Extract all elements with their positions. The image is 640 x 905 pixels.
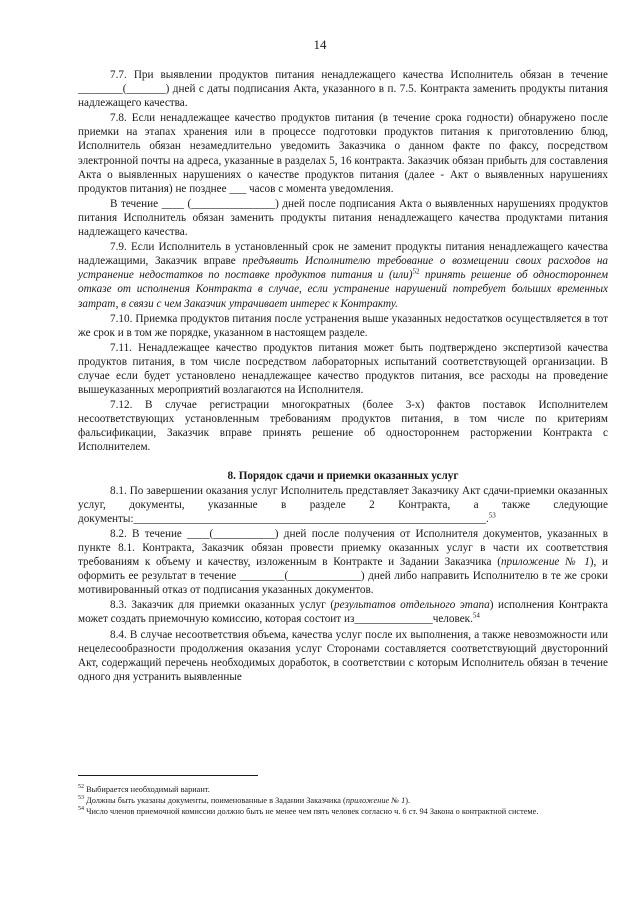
footnote-53 xyxy=(78,795,608,806)
paragraph-8-2-text-a: 8.2. В течение ____(___________) дней после получения от Исполнителя документов, указанных в пункте 8.1. Контракта, Заказчик обязан провести приемку оказанных услуг в части их соответствия требованиям к объему и качеству, изложенным в Контракте и Задании Заказчика ( xyxy=(78,527,608,569)
paragraph-7-9-italic-1: предъявить Исполнителю требование о возмещении своих расходов на устранение недостатков по поставке продуктов питания и (или) xyxy=(78,255,608,282)
footnote-ref-53: 53 xyxy=(488,511,496,520)
paragraph-8-4: 8.4. В случае несоответствия объема, качества услуг после их выполнения, а также невозможности или нецелесообразности продолжения оказания услуг Сторонами составляется соответствующий двусторонний Акт, содержащий перечень необходимых доработок, в соответствии с которым Исполнитель обязан в течение одного дня устранить выявленные xyxy=(78,628,608,683)
paragraph-8-3-italic: результатов отдельного этапа xyxy=(334,599,490,612)
paragraph-8-1 xyxy=(78,484,608,526)
footnote-52 xyxy=(78,784,608,795)
footnote-separator xyxy=(78,775,258,776)
paragraph-8-1-text: 8.1. По завершении оказания услуг Исполнитель представляет Заказчику Акт сдачи-приемки оказанных услуг, документы, указанные в разделе 2 Контракта, а также следующие документы:_______________________________________________________________. xyxy=(78,484,608,525)
footnotes xyxy=(78,784,608,817)
document-body xyxy=(78,68,608,684)
paragraph-7-7: 7.7. При выявлении продуктов питания ненадлежащего качества Исполнитель обязан в течение ________(_______) дней с даты подписания Акта, указанного в п. 7.5. Контракта заменить продукты питания надлежащего качества. xyxy=(78,69,608,110)
paragraph-7-9 xyxy=(78,240,608,310)
footnote-53-text-a: Должны быть указаны документы, поименованные в Задании Заказчика ( xyxy=(84,796,346,805)
footnote-53-text-b: ). xyxy=(405,796,411,805)
paragraph-7-11: 7.11. Ненадлежащее качество продуктов питания может быть подтверждено экспертизой качества продуктов питания, в том числе посредством лабораторных испытаний соответствующей организации. В случае если будет установлено ненадлежащее качество продуктов питания, все расходы на проведение вышеуказанных мероприятий возлагаются на Исполнителя. xyxy=(78,341,608,397)
paragraph-8-3-text-b: ) исполнения Контракта может создать приемочную комиссию, которая состоит из______________человек. xyxy=(78,599,608,626)
footnote-54 xyxy=(78,806,608,817)
footnote-53-italic: приложение № 1 xyxy=(345,796,406,805)
section-8-heading: 8. Порядок сдачи и приемки оказанных услуг xyxy=(227,469,459,482)
paragraph-7-8: 7.8. Если ненадлежащее качество продуктов питания (в течение срока годности) обнаружено после приемки на этапах хранения или в процессе подготовки продуктов питания к приготовлению блюд, Исполнитель обязан незамедлительно уведомить Заказчика о данном факте по факсу, посредством электронной почты на адреса, указанные в разделах 5, 16 контракта. Заказчик обязан прибыть для составления Акта о выявленных нарушениях о качестве продуктов питания (далее - Акт о выявленных нарушениях продуктов питания) не позднее ___ часов с момента уведомления. xyxy=(78,112,608,195)
paragraph-8-3-text-a: 8.3. Заказчик для приемки оказанных услуг ( xyxy=(110,599,335,612)
footnote-52-text: Выбирается необходимый вариант. xyxy=(84,785,210,794)
paragraph-8-3 xyxy=(78,598,608,626)
paragraph-7-9-italic-2: принять решение об одностороннем отказе от исполнения Контракта в случае, если устранение нарушений потребует больших временных затрат, в связи с чем Заказчик утрачивает интерес к Контракту. xyxy=(78,269,609,310)
footnote-ref-54: 54 xyxy=(472,611,480,620)
footnote-53-number: 53 xyxy=(78,795,84,802)
paragraph-8-2-italic: приложение № 1 xyxy=(500,556,590,569)
paragraph-7-10: 7.10. Приемка продуктов питания после устранения выше указанных недостатков осуществляется в тот же срок и в том же порядке, указанном в настоящем разделе. xyxy=(78,312,608,339)
paragraph-7-9-text: 7.9. Если Исполнитель в установленный срок не заменит продукты питания ненадлежащего качества надлежащими, Заказчик вправе xyxy=(78,241,608,268)
footnote-52-number: 52 xyxy=(78,784,84,791)
footnote-54-text: Число членов приемочной комиссии должно быть не менее чем пять человек согласно ч. 6 ст. 94 Закона о контрактной системе. xyxy=(84,807,539,816)
paragraph-7-12: 7.12. В случае регистрации многократных (более 3-х) фактов поставок Исполнителем несоответствующих установленным требованиям продуктов питания, в том числе по критериям фальсификации, Заказчик вправе принять решение об одностороннем расторжении Контракта с Исполнителем. xyxy=(78,399,608,454)
page-number: 14 xyxy=(313,37,327,52)
footnote-54-number: 54 xyxy=(78,806,84,813)
footnote-ref-52: 52 xyxy=(412,267,420,276)
paragraph-8-2 xyxy=(78,527,608,597)
paragraph-7-8-replacement: В течение ____ (_______________) дней после подписания Акта о выявленных нарушениях продуктов питания Исполнитель обязан заменить продукты питания ненадлежащего качества продуктами питания надлежащего качества. xyxy=(78,197,608,239)
paragraph-8-2-text-b: ), и оформить ее результат в течение ________(_____________) дней либо направить Исполнителю в те же сроки мотивированный отказ от подписания указанных документов. xyxy=(78,556,608,597)
